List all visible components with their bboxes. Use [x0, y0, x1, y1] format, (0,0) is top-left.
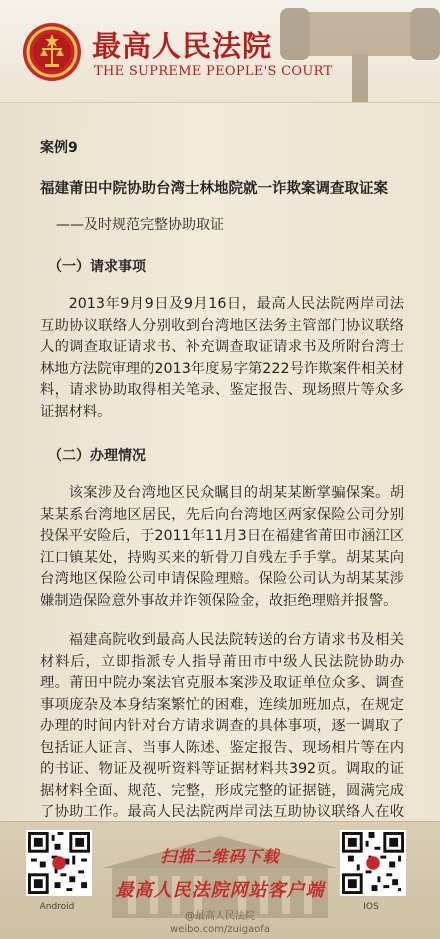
weibo-watermark [0, 910, 440, 936]
download-prompt: 扫描二维码下载 [160, 847, 280, 866]
page-header [0, 0, 440, 103]
paragraph: 福建高院收到最高人民法院转送的台方请求书及相关材料后，立即指派专人指导莆田市中级人民法院协助办理。莆田中院办案法官克服本案涉及取证单位众多、调查事项庞杂及本身结案繁忙的困难，连续加班加点，在规定办理的时间内针对台方请求调查的具体事项，逐一调取了包括证人证言、当事人陈述、鉴定报告、现场相片等在内的书证、物证及视听资料等证据材料共392页。调取的证据材料全面、规范、完整，形成完整的证据链，圆满完成了协助工作。最高人民法院两岸司法互助协议联络人在收 [40, 632, 404, 820]
court-emblem-icon [22, 22, 82, 82]
download-footer [0, 821, 440, 939]
paragraph: 2013年9月9日及9月16日，最高人民法院两岸司法互助协议联络人分别收到台湾地区法务主管部门协议联络人的调查取证请求书、补充调查取证请求书及所附台湾士林地方法院审理的2013年度易字第222号诈欺案件相关材料，请求协助取得相关笔录、鉴定报告、现场照片等众多证据材料。 [40, 296, 404, 420]
app-name: 最高人民法院网站客户端 [115, 880, 325, 901]
court-name-english: THE SUPREME PEOPLE'S COURT [94, 64, 333, 79]
article-body [0, 103, 440, 821]
weibo-url[interactable]: weibo.com/zuigaofa [170, 924, 270, 935]
section-heading: （一）请求事项 [48, 259, 146, 275]
case-number: 案例9 [40, 140, 78, 156]
section-heading: （二）办理情况 [48, 448, 146, 464]
gavel-icon [260, 2, 440, 102]
case-title: 福建莆田中院协助台湾士林地院就一诈欺案调查取证案 [40, 181, 388, 197]
weibo-handle: @最高人民法院 [185, 911, 255, 922]
ios-label: IOS [363, 902, 379, 912]
ios-qr-code[interactable] [340, 830, 406, 896]
case-subtitle: ——及时规范完整协助取证 [56, 217, 224, 233]
article-content [40, 127, 404, 867]
android-label: Android [39, 902, 75, 912]
court-name: 最高人民法院 [92, 29, 273, 63]
paragraph: 该案涉及台湾地区民众瞩目的胡某某断掌骗保案。胡某某系台湾地区居民，先后向台湾地区两家保险公司分别投保平安险后，于2011年11月3日在福建省莆田市涵江区江口镇某处，持购买来的斩骨刀自残左手手掌。胡某某向台湾地区保险公司申请保险理赔。保险公司认为胡某某涉嫌制造保险意外事故并诈领保险金，故拒绝理赔并报警。 [40, 485, 404, 609]
